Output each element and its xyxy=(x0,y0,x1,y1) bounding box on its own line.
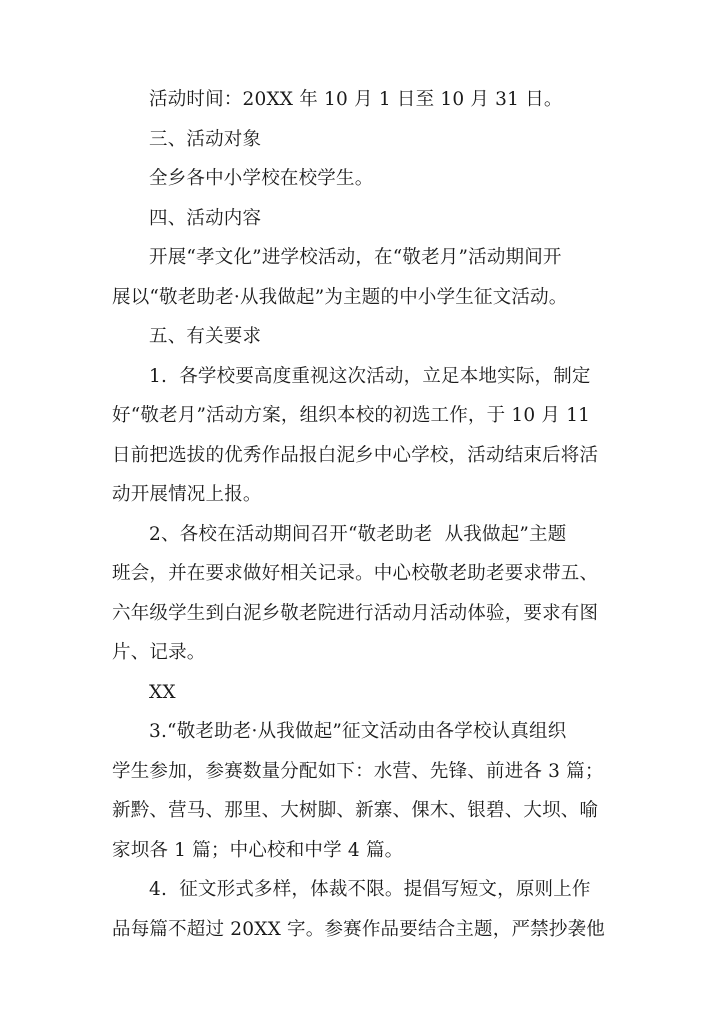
section-heading-requirements: 五、有关要求 xyxy=(149,326,262,347)
text-line: XX xyxy=(149,681,176,703)
text-line: 4. 征文形式多样，体裁不限。提倡写短文，原则上作 xyxy=(149,879,591,900)
text-line: 动开展情况上报。 xyxy=(112,484,262,505)
text-line: 开展“孝文化”进学校活动，在“敬老月”活动期间开 xyxy=(149,247,562,268)
text-line: 班会，并在要求做好相关记录。中心校敬老助老要求带五、 xyxy=(112,563,599,584)
section-heading-content: 四、活动内容 xyxy=(149,207,262,229)
text-line: 全乡各中小学校在校学生。 xyxy=(149,168,374,189)
text-line: 学生参加，参赛数量分配如下：水营、先锋、前进各 3 篇； xyxy=(112,760,604,782)
document-body xyxy=(112,80,612,949)
text-line: 展以“敬老助老·从我做起”为主题的中小学生征文活动。 xyxy=(112,286,568,308)
text-line: 3.“敬老助老·从我做起”征文活动由各学校认真组织 xyxy=(149,721,567,742)
text-line: 新黔、营马、那里、大树脚、新寨、倮木、银碧、大坝、喻 xyxy=(112,800,599,821)
section-heading-target: 三、活动对象 xyxy=(149,128,262,150)
text-line: 日前把选拔的优秀作品报白泥乡中心学校，活动结束后将活 xyxy=(112,444,599,466)
text-line: 1. 各学校要高度重视这次活动，立足本地实际，制定 xyxy=(149,365,591,387)
text-line: 2、各校在活动期间召开“敬老助老 从我做起”主题 xyxy=(149,523,567,545)
text-line: 好“敬老月”活动方案，组织本校的初选工作，于 10 月 11 xyxy=(112,405,591,426)
text-line: 活动时间：20XX 年 10 月 1 日至 10 月 31 日。 xyxy=(149,89,563,110)
text-line: 品每篇不超过 20XX 字。参赛作品要结合主题，严禁抄袭他 xyxy=(112,918,605,940)
text-line: 片、记录。 xyxy=(112,642,206,663)
text-line: 家坝各 1 篇；中心校和中学 4 篇。 xyxy=(112,839,404,861)
text-line: 六年级学生到白泥乡敬老院进行活动月活动体验，要求有图 xyxy=(112,602,599,624)
